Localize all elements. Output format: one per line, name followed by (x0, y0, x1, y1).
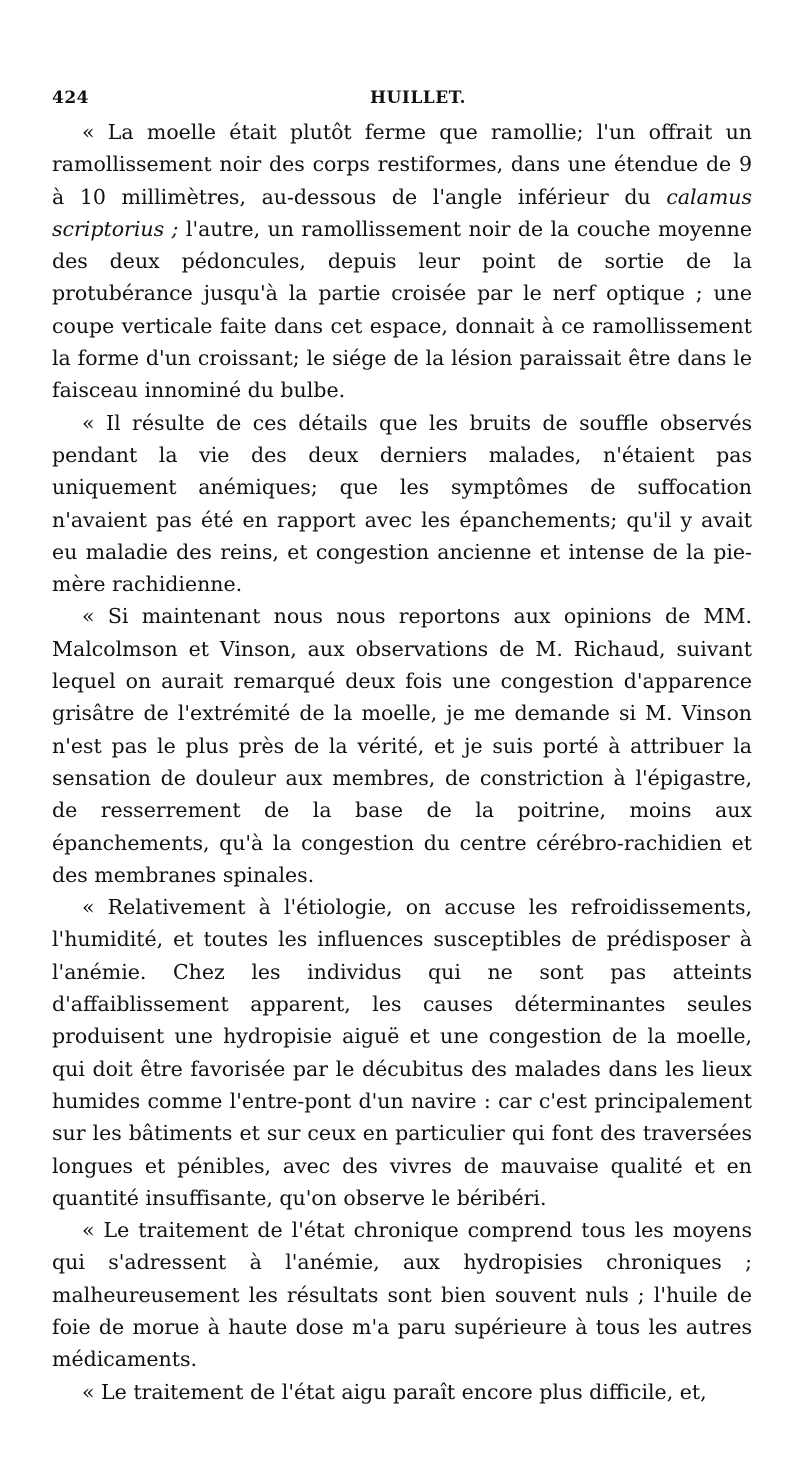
paragraph-1-text-after: l'autre, un ramollissement noir de la couche moyenne des deux pédoncules, depuis leur point de sortie de la protubérance jusqu'à la partie croisée par le nerf optique ; une coupe verticale faite dans cet espace, donnait à ce ramollissement la forme d'un croissant; le siége de la lésion paraissait être dans le faisceau innominé du bulbe. (52, 216, 752, 403)
page-header (52, 88, 752, 116)
paragraph-2: « Il résulte de ces détails que les bruits de souffle observés pendant la vie des deux derniers malades, n'étaient pas uniquement anémiques; que les symptômes de suffocation n'avaient pas été en rapport avec les épanchements; qu'il y avait eu maladie des reins, et congestion ancienne et intense de la pie-mère rachidienne. (52, 410, 752, 597)
page-number: 424 (52, 88, 89, 108)
paragraph-3: « Si maintenant nous nous reportons aux opinions de MM. Malcolmson et Vinson, aux observations de M. Richaud, suivant lequel on aurait remarqué deux fois une congestion d'apparence grisâtre de l'extrémité de la moelle, je me demande si M. Vinson n'est pas le plus près de la vérité, et je suis porté à attribuer la sensation de douleur aux membres, de constriction à l'épigastre, de resserrement de la base de la poitrine, moins aux épanchements, qu'à la congestion du centre cérébro-rachidien et des membranes spinales. (52, 604, 752, 887)
paragraph-1 (52, 116, 752, 407)
running-head: HUILLET. (370, 88, 467, 108)
paragraph-6: « Le traitement de l'état aigu paraît encore plus difficile, et, (82, 1379, 707, 1404)
paragraph-4: « Relativement à l'étiologie, on accuse les refroidissements, l'humidité, et toutes les influences susceptibles de prédisposer à l'anémie. Chez les individus qui ne sont pas atteints d'affaiblissement apparent, les causes déterminantes seules produisent une hydropisie aiguë et une congestion de la moelle, qui doit être favorisée par le décubitus des malades dans les lieux humides comme l'entre-pont d'un navire : car c'est principalement sur les bâtiments et sur ceux en particulier qui font des traversées longues et pénibles, avec des vivres de mauvaise qualité et en quantité insuffisante, qu'on observe le béribéri. (52, 895, 752, 1210)
paragraph-5: « Le traitement de l'état chronique comprend tous les moyens qui s'adressent à l'anémie, aux hydropisies chroniques ; malheureusement les résultats sont bien souvent nuls ; l'huile de foie de morue à haute dose m'a paru supérieure à tous les autres médicaments. (52, 1218, 752, 1372)
body-text (52, 116, 752, 1408)
paragraph-1-italic-term: calamus scriptorius ; (52, 184, 752, 241)
paragraph-1-text-before: « La moelle était plutôt ferme que ramollie; l'un offrait un ramollissement noir des corps restiformes, dans une étendue de 9 à 10 millimètres, au-dessous de l'angle inférieur du (52, 120, 752, 209)
book-page (52, 88, 752, 1408)
